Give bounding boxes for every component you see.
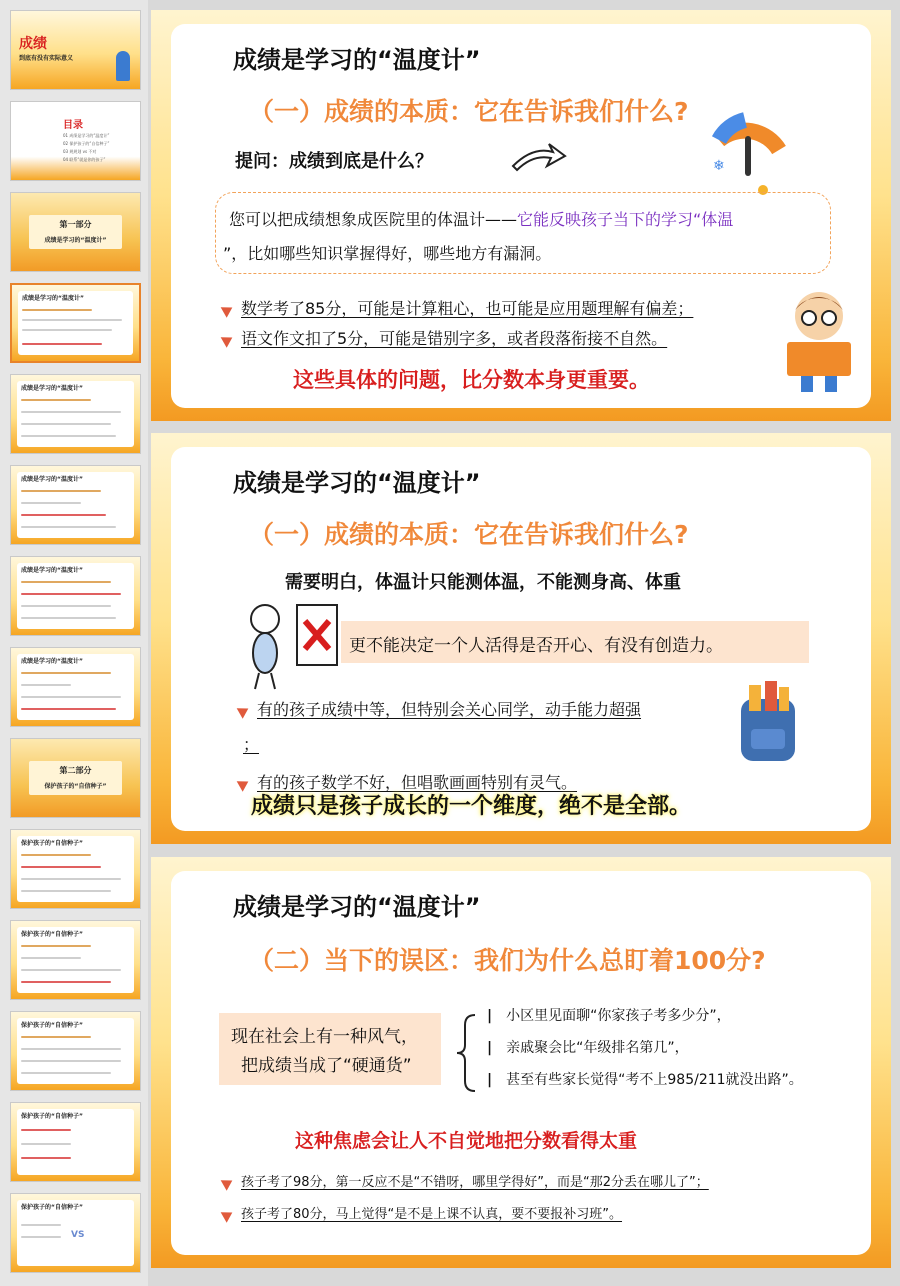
slide-1[interactable] — [151, 10, 891, 421]
slide-thumbnail-pane — [0, 0, 148, 1286]
curly-brace-icon — [453, 1011, 483, 1095]
list-item-2: | 亲戚聚会比“年级排名第几”， — [487, 1040, 689, 1056]
thumbnail-12[interactable]: 保护孩子的“自信种子” — [10, 1011, 141, 1091]
thumbnail-9[interactable] — [10, 738, 141, 818]
bullet-2: 有的孩子数学不好，但唱歌画画特别有灵气。 — [239, 770, 577, 793]
thumbnail-6[interactable]: 成绩是学习的“温度计” — [10, 465, 141, 545]
highlight-box-text: 更不能决定一个人活得是否开心、有没有创造力。 — [349, 636, 723, 656]
statement-line-1: 现在社会上有一种风气， — [231, 1027, 418, 1047]
bullet-2: 语文作文扣了5分，可能是错别字多，或者段落衔接不自然。 — [223, 326, 667, 349]
thumbnail-13[interactable]: 保护孩子的“自信种子” — [10, 1102, 141, 1182]
thumbnail-1[interactable] — [10, 10, 141, 90]
thumb-section-sub: 保护孩子的“自信种子” — [44, 783, 107, 790]
bullet-1: 孩子考了98分，第一反应不是“不错呀，哪里学得好”，而是“那2分丢在哪儿了”； — [223, 1171, 709, 1190]
thumbnail-11[interactable]: 保护孩子的“自信种子” — [10, 920, 141, 1000]
thermometer-gauge-icon — [709, 110, 789, 200]
statement-line-2: 把成绩当成了“硬通货” — [241, 1056, 412, 1076]
slide-card — [171, 24, 871, 408]
bullet-arrow-icon — [237, 703, 252, 718]
anxiety-statement: 这种焦虑会让人不自觉地把分数看得太重 — [295, 1130, 638, 1152]
slide-card — [171, 871, 871, 1255]
slide-subtitle: （一）成绩的本质：它在告诉我们什么? — [249, 97, 689, 126]
bullet-1: 有的孩子成绩中等，但特别会关心同学，动手能力超强 — [239, 697, 641, 720]
thumb-toc-items: 01 成绩是学习的“温度计” 02 保护孩子的“自信种子” 03 规规划 vs 不对 04 联系“就是你的孩子” — [63, 133, 110, 162]
bullet-arrow-icon — [221, 1175, 236, 1190]
svg-text:❄: ❄ — [713, 158, 725, 174]
bullet-arrow-icon — [237, 776, 252, 791]
list-item-1: | 小区里见面聊“你家孩子考多少分”， — [487, 1008, 731, 1024]
bullet-1: 数学考了85分，可能是计算粗心，也可能是应用题理解有偏差； — [223, 296, 693, 319]
slide-card — [171, 447, 871, 831]
thumbnail-3[interactable] — [10, 192, 141, 272]
thumb-section-label: 第二部分 — [59, 766, 92, 775]
slide-title: 成绩是学习的“温度计” — [233, 46, 481, 74]
thumb-section-label: 第一部分 — [59, 220, 92, 229]
bullet-1-continued: ； — [243, 735, 260, 754]
thumbnail-14[interactable]: 保护孩子的“自信种子” VS — [10, 1193, 141, 1273]
thumbnail-8[interactable]: 成绩是学习的“温度计” — [10, 647, 141, 727]
thumbnail-5[interactable]: 成绩是学习的“温度计” — [10, 374, 141, 454]
bullet-arrow-icon — [221, 1207, 236, 1222]
bullet-2: 孩子考了80分，马上觉得“是不是上课不认真，要不要报补习班”。 — [223, 1203, 622, 1222]
reading-boy-illustration — [779, 286, 859, 396]
statement-text: 需要明白，体温计只能测体温，不能测身高、体重 — [285, 572, 681, 593]
thumbnail-7[interactable]: 成绩是学习的“温度计” — [10, 556, 141, 636]
thumb-toc-title: 目录 — [63, 120, 83, 131]
thumb-cover-title: 成绩 — [19, 36, 47, 52]
slide-subtitle: （一）成绩的本质：它在告诉我们什么? — [249, 520, 689, 549]
slide-subtitle: （二）当下的误区：我们为什么总盯着100分? — [249, 946, 766, 975]
thumbnail-2[interactable] — [10, 101, 141, 181]
bullet-arrow-icon — [221, 332, 236, 347]
slide-2[interactable] — [151, 433, 891, 844]
thumbnail-10[interactable]: 保护孩子的“自信种子” — [10, 829, 141, 909]
slide-3[interactable] — [151, 857, 891, 1268]
callout-line-1: 您可以把成绩想象成医院里的体温计——它能反映孩子当下的学习“体温 — [229, 210, 734, 229]
backpack-icon — [727, 679, 807, 769]
thumb-cover-sub: 到底有没有实际意义 — [19, 55, 74, 62]
curved-arrow-icon — [509, 140, 569, 180]
question-text: 提问：成绩到底是什么？ — [235, 151, 433, 172]
bullet-arrow-icon — [221, 302, 236, 317]
slide-title: 成绩是学习的“温度计” — [233, 469, 481, 497]
thumbnail-4[interactable]: 成绩是学习的“温度计” — [10, 283, 141, 363]
thumb-section-sub: 成绩是学习的“温度计” — [44, 237, 107, 244]
thumb-kid-figure — [116, 51, 130, 81]
stick-figure-x-sign-illustration — [245, 601, 345, 691]
slide-title: 成绩是学习的“温度计” — [233, 893, 481, 921]
list-item-3: | 甚至有些家长觉得“考不上985/211就没出路”。 — [487, 1072, 803, 1088]
conclusion-text: 这些具体的问题，比分数本身更重要。 — [293, 368, 650, 392]
conclusion-text: 成绩只是孩子成长的一个维度，绝不是全部。 — [251, 794, 692, 819]
callout-line-2: ”，比如哪些知识掌握得好，哪些地方有漏洞。 — [223, 244, 552, 263]
